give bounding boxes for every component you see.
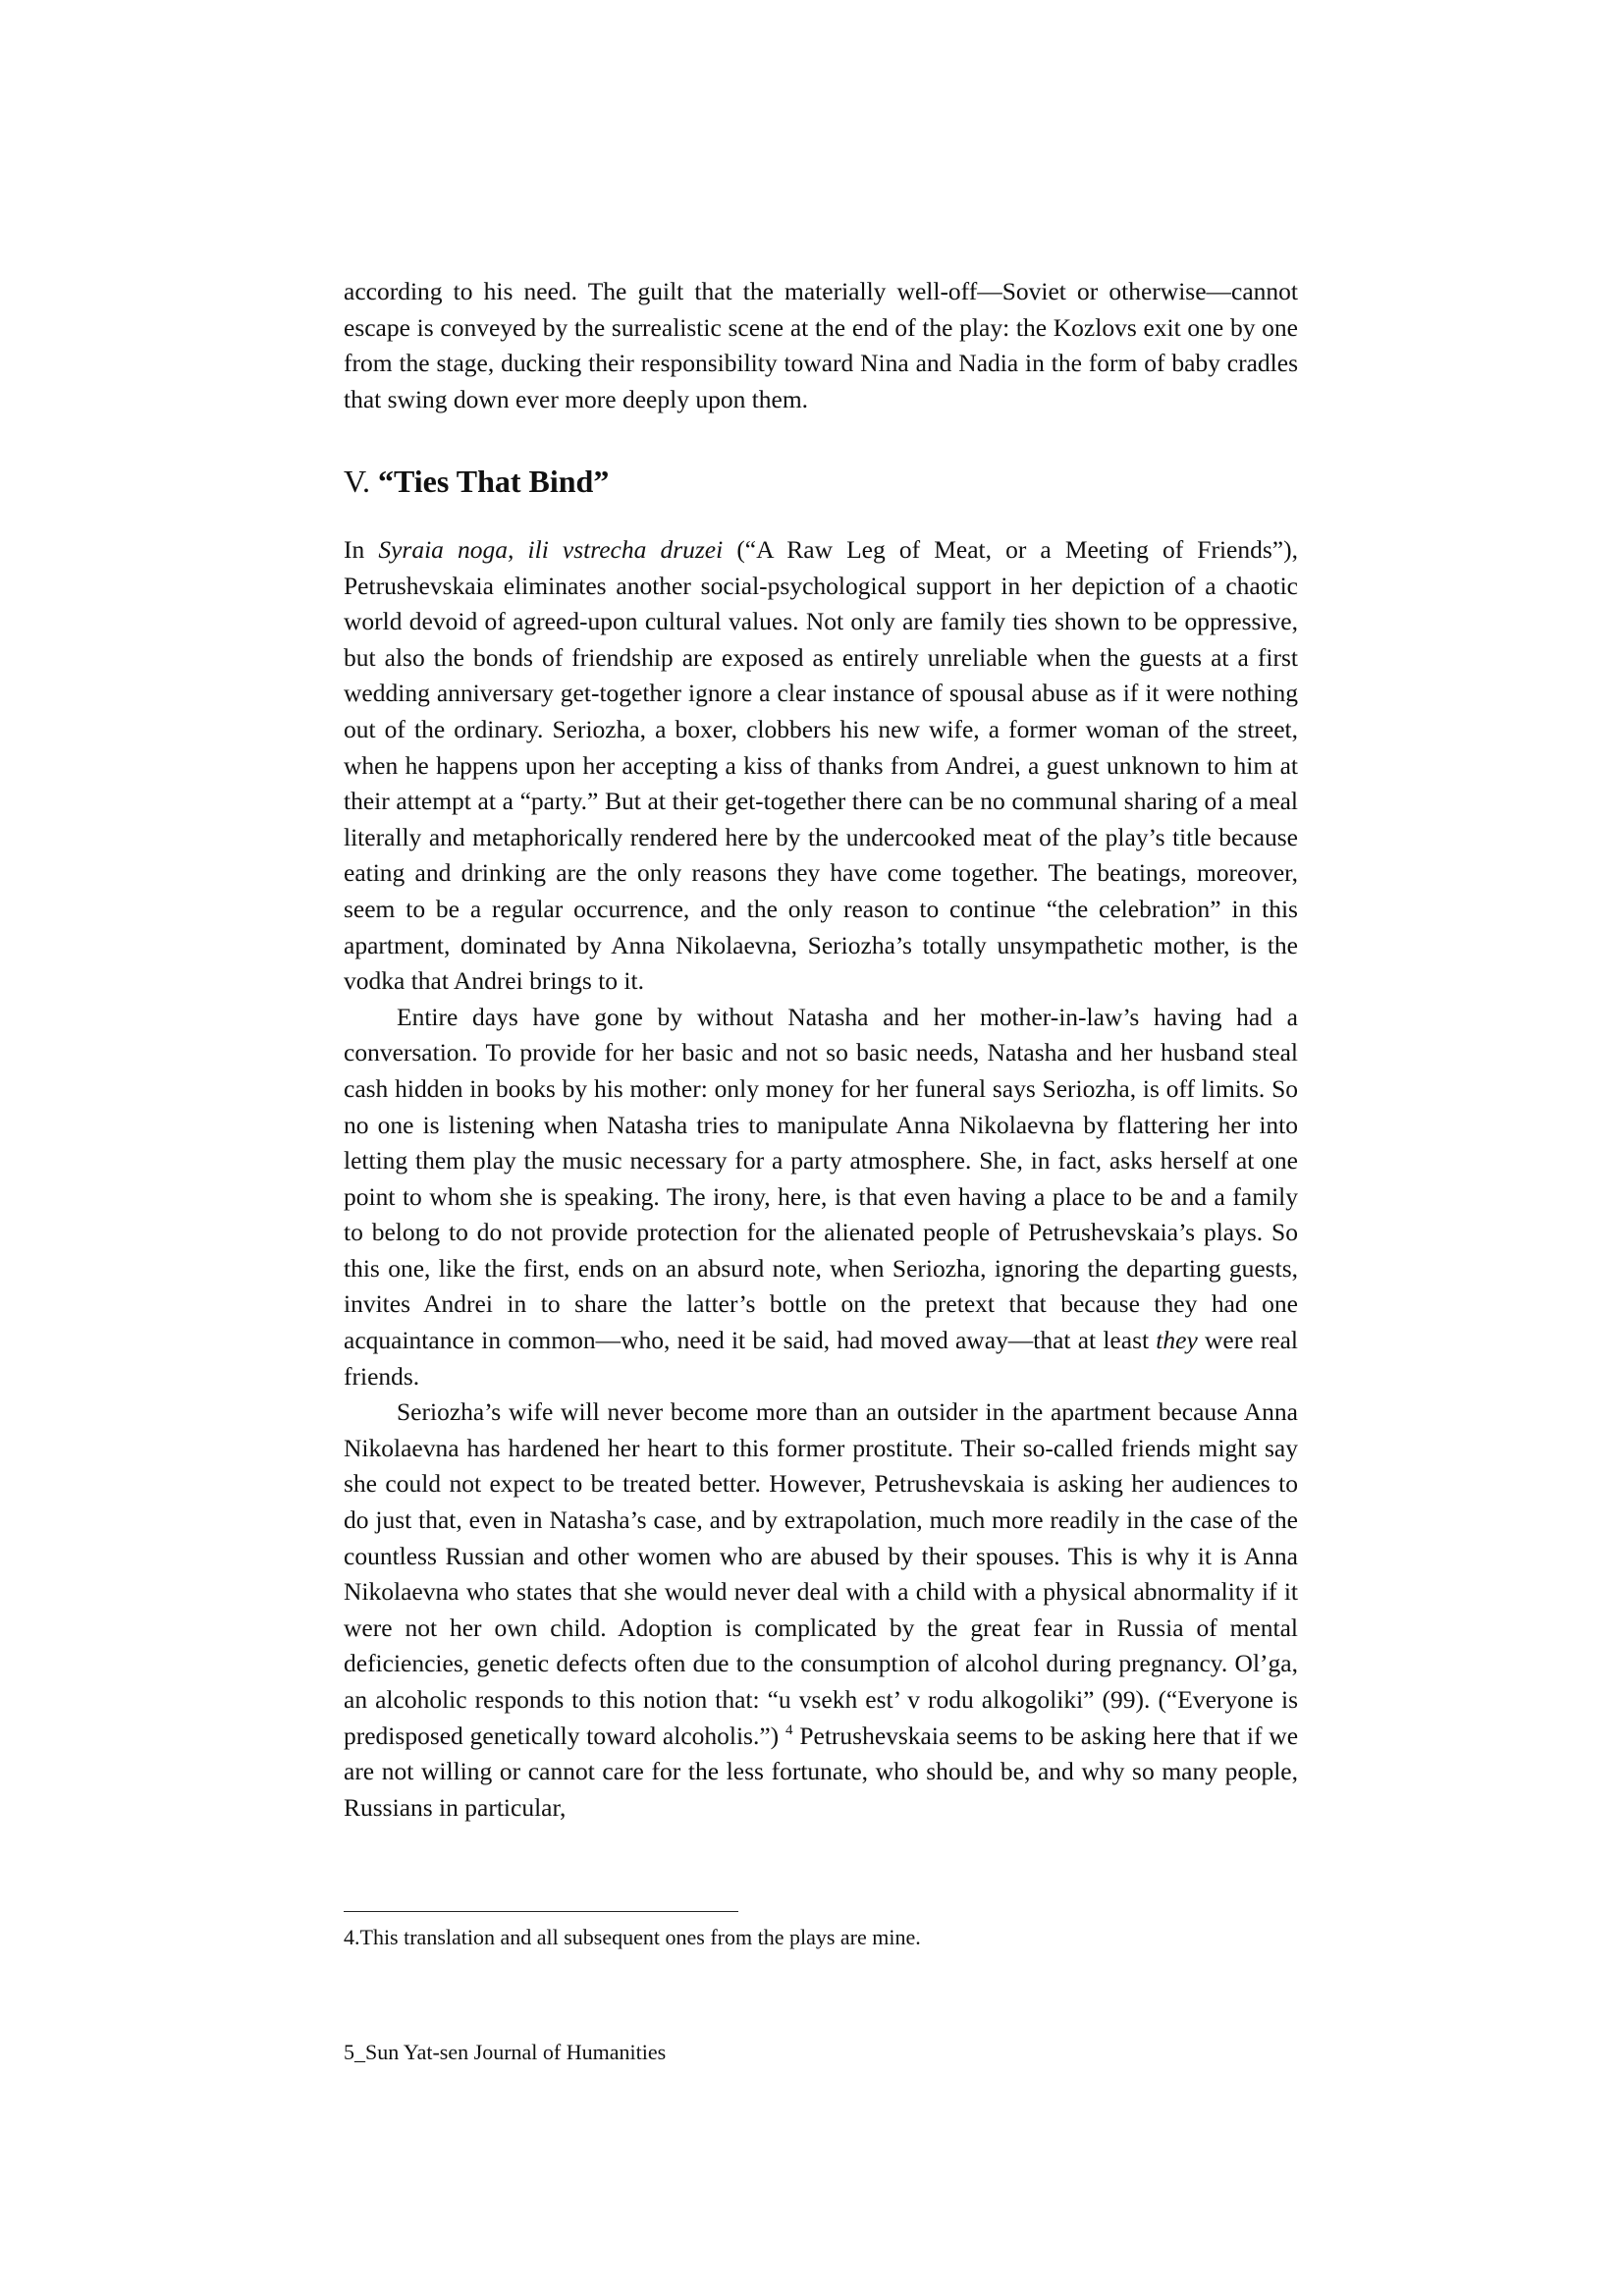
- paragraph-2-end: were real friends.: [344, 1326, 1298, 1391]
- footnote-divider: [344, 1911, 738, 1912]
- section-body: [344, 532, 1298, 1826]
- section-number: V.: [344, 464, 370, 499]
- body-paragraph-1: [344, 532, 1298, 1000]
- opening-paragraph: according to his need. The guilt that the materially well-off—Soviet or otherwise—cannot escape is conveyed by the surrealistic scene at the end of the play: the Kozlovs exit one by one from the stage, ducking their responsibility toward Nina and Nadia in the form of baby cradles that swing down ever more deeply upon them.: [344, 277, 1298, 413]
- paragraph-1-lead: In: [344, 535, 379, 564]
- paragraph-3-continuation: Petrushevskaia seems to be asking here that if we are not willing or cannot care for the less fortunate, who should be, and why so many people, Russians in particular,: [344, 1721, 1299, 1822]
- section-title: “Ties That Bind”: [377, 464, 610, 499]
- section-heading: [344, 462, 1298, 501]
- emphasis-italic: they: [1156, 1326, 1198, 1355]
- body-paragraph-2: [344, 1000, 1298, 1395]
- paragraph-3-text: Seriozha’s wife will never become more than an outsider in the apartment because Anna Nikolaevna has hardened her heart to this former prostitute. Their so-called friends might say she could not expect to be treated better. However, Petrushevskaia is asking her audiences to do just that, even in Natasha’s case, and by extrapolation, much more readily in the case of the countless Russian and other women who are abused by their spouses. This is why it is Anna Nikolaevna who states that she would never deal with a child with a physical abnormality if it were not her own child. Adoption is complicated by the great fear in Russia of mental deficiencies, genetic defects often due to the consumption of alcohol during pregnancy. Ol’ga, an alcoholic responds to this notion that: “u vsekh est’ v rodu alkogoliki” (99). (“Everyone is predisposed genetically toward alcoholis.”): [344, 1397, 1298, 1750]
- footnote-reference[interactable]: 4: [785, 1722, 793, 1738]
- paragraph-2-text: Entire days have gone by without Natasha and her mother-in-law’s having had a conversation. To provide for her basic and not so basic needs, Natasha and her husband steal cash hidden in books by his mother: only money for her funeral says Seriozha, is off limits. So no one is listening when Natasha tries to manipulate Anna Nikolaevna by flattering her into letting them play the music necessary for a party atmosphere. She, in fact, asks herself at one point to whom she is speaking. The irony, here, is that even having a place to be and a family to belong to do not provide protection for the alienated people of Petrushevskaia’s plays. So this one, like the first, ends on an absurd note, when Seriozha, ignoring the departing guests, invites Andrei in to share the latter’s bottle on the pretext that because they had one acquaintance in common—who, need it be said, had moved away—that at least: [344, 1002, 1298, 1355]
- page-footer: 5_Sun Yat-sen Journal of Humanities: [344, 2040, 667, 2064]
- play-title-italic: Syraia noga, ili vstrecha druzei: [378, 535, 724, 564]
- body-paragraph-3: [344, 1394, 1298, 1826]
- footnote-text: 4.This translation and all subsequent ones from the plays are mine.: [344, 1925, 921, 1949]
- paragraph-1-text: (“A Raw Leg of Meat, or a Meeting of Friends”), Petrushevskaia eliminates another social-psychological support in her depiction of a chaotic world devoid of agreed-upon cultural values. Not only are family ties shown to be oppressive, but also the bonds of friendship are exposed as entirely unreliable when the guests at a first wedding anniversary get-together ignore a clear instance of spousal abuse as if it were nothing out of the ordinary. Seriozha, a boxer, clobbers his new wife, a former woman of the street, when he happens upon her accepting a kiss of thanks from Andrei, a guest unknown to him at their attempt at a “party.” But at their get-together there can be no communal sharing of a meal literally and metaphorically rendered here by the undercooked meat of the play’s title because eating and drinking are the only reasons they have come together. The beatings, moreover, seem to be a regular occurrence, and the only reason to continue “the celebration” in this apartment, dominated by Anna Nikolaevna, Seriozha’s totally unsympathetic mother, is the vodka that Andrei brings to it.: [344, 535, 1298, 996]
